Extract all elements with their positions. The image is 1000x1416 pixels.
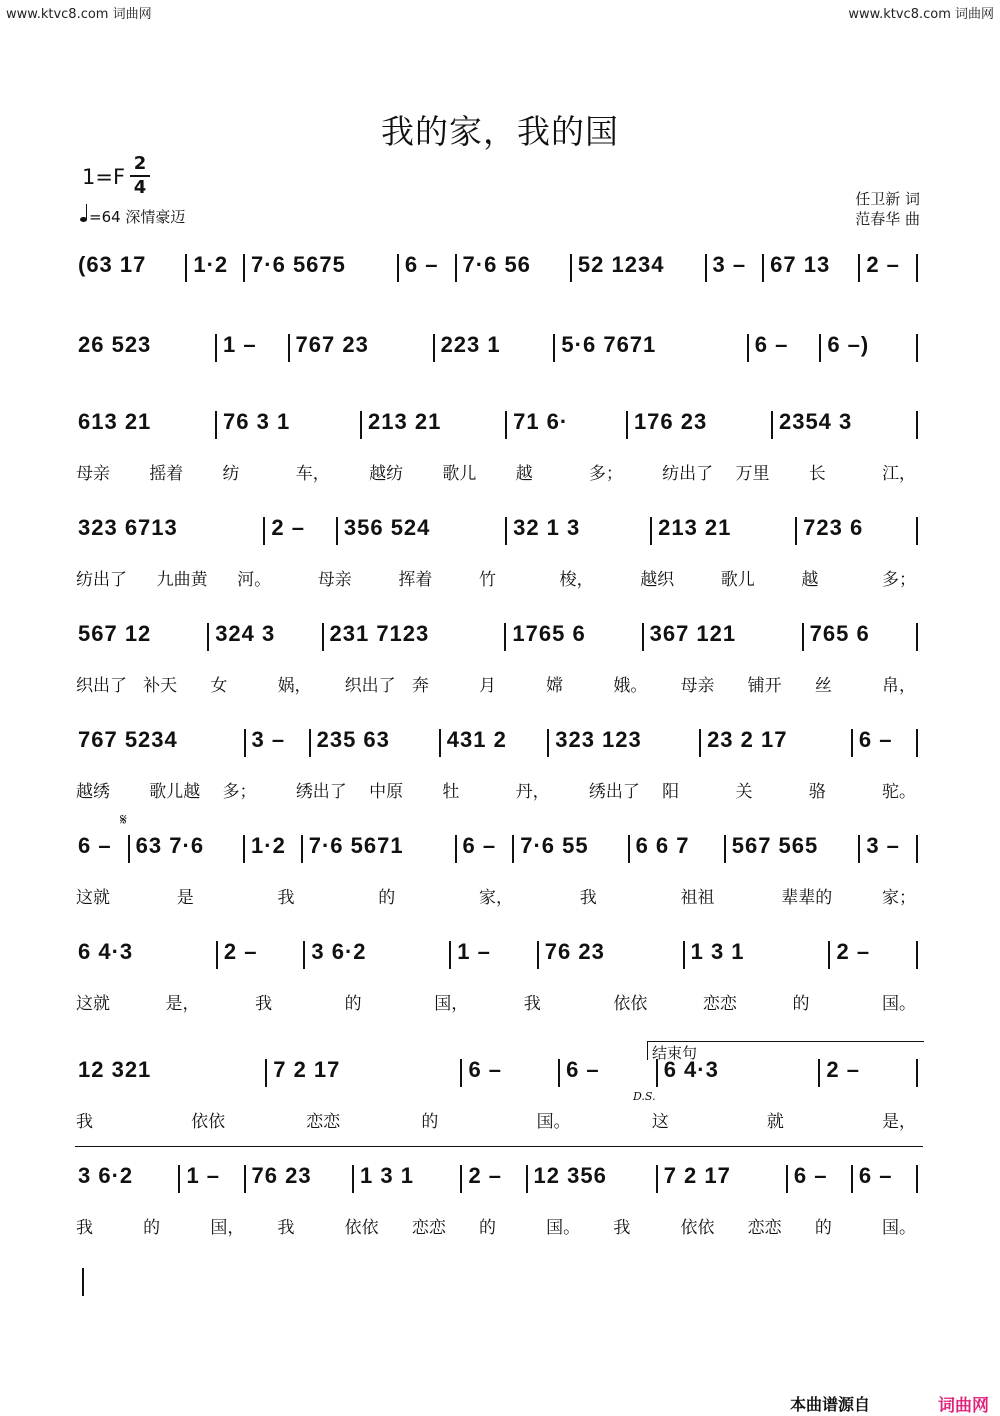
measure: 213 21 [658, 515, 732, 540]
lyric-word: 中原 [369, 782, 404, 802]
barline [303, 941, 305, 969]
barline [244, 729, 246, 757]
barline [916, 517, 918, 545]
barline [553, 334, 555, 362]
lyric-word: 补天 [143, 676, 178, 696]
barline [916, 411, 918, 439]
lyric-word: 江， [882, 464, 916, 484]
lyric-word: 嫦 [546, 676, 564, 696]
measure: 52 1234 [577, 252, 665, 277]
lyrics-line [0, 382, 1000, 408]
barline [916, 941, 918, 969]
lyric-word: 依依 [680, 1218, 715, 1238]
lyric-word: 国。 [536, 1112, 571, 1132]
barline [512, 835, 514, 863]
barline [851, 1165, 853, 1193]
barline [656, 1059, 658, 1087]
lyric-word: 家； [882, 888, 916, 908]
barline [786, 1165, 788, 1193]
measure: 12 356 [533, 1163, 607, 1188]
notes-line [0, 332, 1000, 372]
lyric-word: 恋恋 [306, 1112, 341, 1132]
barline [460, 1059, 462, 1087]
barline [449, 941, 451, 969]
source-text: 本曲谱源自 [790, 1395, 871, 1414]
lyric-word: 绣出了 [295, 782, 347, 802]
song-title: 我的家，我的国 [381, 112, 619, 151]
lyric-word: 歌儿越 [149, 782, 201, 802]
barline [185, 254, 187, 282]
barline [858, 835, 860, 863]
measure: 323 6713 [78, 515, 178, 540]
lyric-word: 女 [210, 676, 228, 696]
lyric-word: 娲， [277, 676, 312, 696]
measure: 3 – [866, 833, 900, 858]
barline [795, 517, 797, 545]
lyric-word: 阳 [662, 782, 680, 802]
lyric-word: 挥着 [398, 570, 433, 590]
lyrics-line [0, 565, 1000, 591]
measure: 6 4·3 [663, 1057, 719, 1082]
lyric-word: 辈辈的 [781, 888, 833, 908]
lyric-word: 的 [479, 1218, 496, 1238]
barline-fragment [82, 1268, 84, 1296]
quarter-note-icon [80, 217, 87, 222]
measure: 76 3 1 [223, 409, 291, 434]
watermark-right: www.ktvc8.com 词曲网 [848, 7, 994, 22]
measure: 23 2 17 [707, 727, 788, 752]
lyrics-line [0, 883, 1000, 909]
barline [455, 835, 457, 863]
lyric-word: 万里 [735, 464, 770, 484]
lyric-word: 河。 [237, 570, 272, 590]
barline [916, 729, 918, 757]
barline [558, 1059, 560, 1087]
barline [537, 941, 539, 969]
lyric-word: 多； [222, 782, 257, 802]
barline [244, 1165, 246, 1193]
lyric-word: 我 [76, 1218, 93, 1238]
measure: 176 23 [633, 409, 708, 434]
measure: 3 6·2 [78, 1163, 134, 1188]
measure: 231 7123 [329, 621, 430, 646]
lyric-word: 我 [76, 1112, 93, 1132]
lyric-word: 月 [479, 676, 496, 696]
measure: 6 – [566, 1057, 600, 1082]
measure: 6 6 7 [635, 833, 690, 858]
barline [656, 1165, 658, 1193]
site-logo[interactable]: 词曲网 [938, 1396, 989, 1416]
lyric-word: 帛， [882, 676, 916, 696]
measure: 26 523 [78, 332, 152, 357]
barline [243, 254, 245, 282]
measure: 356 524 [343, 515, 431, 540]
measure: 223 1 [440, 332, 501, 357]
measure: 431 2 [446, 727, 507, 752]
ending-label: 结束句 [652, 1044, 698, 1062]
lyric-word: 这 [651, 1112, 669, 1132]
barline [505, 411, 507, 439]
barline [460, 1165, 462, 1193]
measure: 76 23 [544, 939, 605, 964]
lyric-word: 国。 [882, 994, 916, 1014]
lyricist: 任卫新 词 [855, 190, 920, 208]
lyric-word: 竹 [479, 570, 496, 590]
barline [916, 1165, 918, 1193]
lyric-word: 这就 [76, 888, 110, 908]
barline [916, 835, 918, 863]
lyric-word: 铺开 [747, 676, 782, 696]
time-signature [130, 154, 150, 198]
score-row [0, 409, 1000, 489]
lyric-word: 就 [766, 1112, 784, 1132]
measure: 213 21 [368, 409, 442, 434]
measure: 5·6 7671 [561, 332, 657, 357]
lyric-word: 母亲 [76, 464, 110, 484]
barline [916, 623, 918, 651]
barline [818, 1059, 820, 1087]
barline [642, 623, 644, 651]
lyric-word: 纺出了 [662, 464, 714, 484]
tempo-text: =64 深情豪迈 [89, 208, 186, 226]
lyric-word: 多； [588, 464, 623, 484]
measure: 6 – [754, 332, 789, 357]
score-row [0, 1057, 1000, 1137]
measure: (63 17 [78, 252, 147, 277]
measure: 7 2 17 [663, 1163, 731, 1188]
lyric-word: 母亲 [317, 570, 352, 590]
lyric-word: 绣出了 [588, 782, 640, 802]
lyrics-line [0, 302, 1000, 328]
notes-line [0, 515, 1000, 555]
barline [916, 254, 918, 282]
measure: 12 321 [78, 1057, 152, 1082]
barline [455, 254, 457, 282]
barline [215, 334, 217, 362]
measure: 1 – [457, 939, 491, 964]
barline [819, 334, 821, 362]
barline [288, 334, 290, 362]
lyric-word: 驼。 [882, 782, 916, 802]
measure: 1 3 1 [690, 939, 745, 964]
barline [724, 835, 726, 863]
score-row [0, 939, 1000, 1019]
measure: 367 121 [649, 621, 737, 646]
lyric-word: 国， [434, 994, 469, 1014]
lyric-word: 奔 [411, 676, 429, 696]
notes-line [0, 621, 1000, 661]
barline [802, 623, 804, 651]
barline [216, 941, 218, 969]
key-signature: 1=F [82, 165, 126, 189]
measure: 567 565 [731, 833, 819, 858]
notes-line [0, 939, 1000, 979]
measure: 7·6 5675 [251, 252, 346, 277]
measure: 7·6 5671 [308, 833, 404, 858]
measure: 3 6·2 [311, 939, 367, 964]
measure: 1 3 1 [360, 1163, 414, 1188]
lyric-word: 九曲黄 [156, 570, 208, 590]
ending-bracket [647, 1041, 924, 1060]
measure: 6 – [858, 727, 893, 752]
lyric-word: 我 [277, 888, 295, 908]
lyric-word: 恋恋 [411, 1218, 446, 1238]
measure: 1765 6 [512, 621, 586, 646]
barline [526, 1165, 528, 1193]
barline [504, 623, 506, 651]
barline [858, 254, 860, 282]
barline [705, 254, 707, 282]
divider-line [75, 1146, 923, 1147]
composer: 范春华 曲 [855, 210, 920, 228]
measure: 6 4·3 [78, 939, 134, 964]
barline [628, 835, 630, 863]
barline [747, 334, 749, 362]
lyric-word: 多； [882, 570, 916, 590]
measure: 2 – [836, 939, 871, 964]
barline [570, 254, 572, 282]
lyric-word: 歌儿 [442, 464, 477, 484]
notes-line [0, 1057, 1000, 1097]
lyric-word: 越 [801, 570, 819, 590]
time-numerator: 2 [133, 153, 147, 174]
measure: 6 – [858, 1163, 893, 1188]
lyric-word: 是， [165, 994, 200, 1014]
barline [301, 835, 303, 863]
lyric-word: 依依 [191, 1112, 226, 1132]
lyric-word: 的 [814, 1218, 832, 1238]
notes-line [0, 252, 1000, 292]
lyric-word: 长 [808, 464, 826, 484]
lyric-word: 车， [295, 464, 330, 484]
score-row [0, 252, 1000, 332]
lyric-word: 国。 [546, 1218, 581, 1238]
measure: 2 – [826, 1057, 860, 1082]
notes-line [0, 833, 1000, 873]
barline [650, 517, 652, 545]
barline [336, 517, 338, 545]
lyric-word: 依依 [344, 1218, 379, 1238]
measure: 6 – [462, 833, 497, 858]
measure: 767 5234 [78, 727, 178, 752]
measure: 1·2 [193, 252, 229, 277]
lyrics-line [0, 671, 1000, 697]
measure: 7·6 56 [462, 252, 531, 277]
ds-marking: D.S. [633, 1090, 656, 1103]
barline [547, 729, 549, 757]
barline [263, 517, 265, 545]
measure: 6 – [468, 1057, 503, 1082]
lyric-word: 家， [479, 888, 513, 908]
barline [762, 254, 764, 282]
lyrics-line [0, 1213, 1000, 1239]
barline [439, 729, 441, 757]
barline [265, 1059, 267, 1087]
segno-sign: 𝄋 [120, 810, 127, 829]
measure: 3 – [712, 252, 747, 277]
lyric-word: 骆 [808, 782, 826, 802]
barline [309, 729, 311, 757]
lyric-word: 丹， [515, 782, 550, 802]
measure: 1 – [223, 332, 257, 357]
lyric-word: 的 [344, 994, 362, 1014]
lyric-word: 越织 [640, 570, 675, 590]
lyric-word: 的 [378, 888, 396, 908]
lyric-word: 纺 [222, 464, 240, 484]
barline [699, 729, 701, 757]
measure: 32 1 3 [513, 515, 581, 540]
lyrics-line [0, 1107, 1000, 1133]
lyric-word: 我 [523, 994, 541, 1014]
barline [828, 941, 830, 969]
score-row [0, 515, 1000, 595]
lyric-word: 关 [735, 782, 753, 802]
lyric-word: 祖祖 [680, 888, 715, 908]
lyric-word: 是， [882, 1112, 916, 1132]
lyric-word: 越纺 [369, 464, 404, 484]
lyric-word: 的 [792, 994, 810, 1014]
lyric-word: 织出了 [76, 676, 127, 696]
lyric-word: 越绣 [76, 782, 110, 802]
lyrics-line [0, 777, 1000, 803]
barline [243, 835, 245, 863]
tempo-marking [80, 206, 185, 227]
measure: 2354 3 [778, 409, 853, 434]
lyric-word: 我 [613, 1218, 631, 1238]
measure: 71 6· [513, 409, 569, 434]
barline [683, 941, 685, 969]
time-denominator: 4 [133, 177, 147, 198]
lyric-word: 恋恋 [747, 1218, 782, 1238]
lyric-word: 恋恋 [702, 994, 737, 1014]
barline [322, 623, 324, 651]
measure: 613 21 [78, 409, 152, 434]
lyric-word: 歌儿 [720, 570, 755, 590]
lyric-word: 依依 [613, 994, 648, 1014]
barline [397, 254, 399, 282]
lyric-word: 国， [210, 1218, 245, 1238]
measure: 76 23 [251, 1163, 312, 1188]
credits [855, 189, 920, 229]
measure: 1·2 [251, 833, 286, 858]
lyric-word: 国。 [882, 1218, 916, 1238]
measure: 2 – [223, 939, 258, 964]
score-row [0, 1163, 1000, 1243]
barline [916, 1059, 918, 1087]
measure: 6 – [78, 833, 112, 858]
measure: 6 – [793, 1163, 828, 1188]
notes-line [0, 1163, 1000, 1203]
lyric-word: 我 [579, 888, 597, 908]
lyric-word: 丝 [814, 676, 832, 696]
lyric-word: 的 [421, 1112, 439, 1132]
measure: 235 63 [316, 727, 390, 752]
lyric-word: 母亲 [680, 676, 715, 696]
measure: 567 12 [78, 621, 152, 646]
score-row [0, 621, 1000, 701]
barline [505, 517, 507, 545]
barline [851, 729, 853, 757]
lyric-word: 越 [515, 464, 533, 484]
measure: 2 – [866, 252, 900, 277]
barline [360, 411, 362, 439]
lyric-word: 纺出了 [76, 570, 127, 590]
barline [433, 334, 435, 362]
lyrics-line [0, 989, 1000, 1015]
lyric-word: 是 [176, 888, 194, 908]
measure: 324 3 [215, 621, 276, 646]
notes-line [0, 409, 1000, 449]
lyric-word: 这就 [76, 994, 110, 1014]
measure: 63 7·6 [135, 833, 205, 858]
measure: 3 – [251, 727, 286, 752]
measure: 765 6 [809, 621, 870, 646]
measure: 1 – [186, 1163, 221, 1188]
measure: 2 – [271, 515, 305, 540]
measure: 767 23 [295, 332, 369, 357]
measure: 67 13 [770, 252, 831, 277]
lyric-word: 娥。 [613, 676, 648, 696]
lyric-word: 牡 [442, 782, 460, 802]
lyrics-line [0, 459, 1000, 485]
barline [916, 334, 918, 362]
barline [626, 411, 628, 439]
notes-line [0, 727, 1000, 767]
measure: 323 123 [555, 727, 642, 752]
measure: 6 –) [827, 332, 870, 357]
lyric-word: 我 [277, 1218, 295, 1238]
lyric-word: 摇着 [149, 464, 184, 484]
score-row [0, 727, 1000, 807]
lyric-word: 梭， [559, 570, 594, 590]
measure: 7 2 17 [273, 1057, 341, 1082]
barline [128, 835, 130, 863]
barline [207, 623, 209, 651]
lyric-word: 织出了 [344, 676, 396, 696]
barline [771, 411, 773, 439]
score-row [0, 833, 1000, 913]
measure: 7·6 55 [520, 833, 589, 858]
measure: 2 – [468, 1163, 503, 1188]
barline [178, 1165, 180, 1193]
lyric-word: 我 [255, 994, 273, 1014]
measure: 6 – [404, 252, 439, 277]
watermark-left: www.ktvc8.com 词曲网 [6, 7, 152, 22]
lyric-word: 的 [143, 1218, 161, 1238]
measure: 723 6 [803, 515, 864, 540]
score-row [0, 332, 1000, 412]
barline [215, 411, 217, 439]
barline [352, 1165, 354, 1193]
